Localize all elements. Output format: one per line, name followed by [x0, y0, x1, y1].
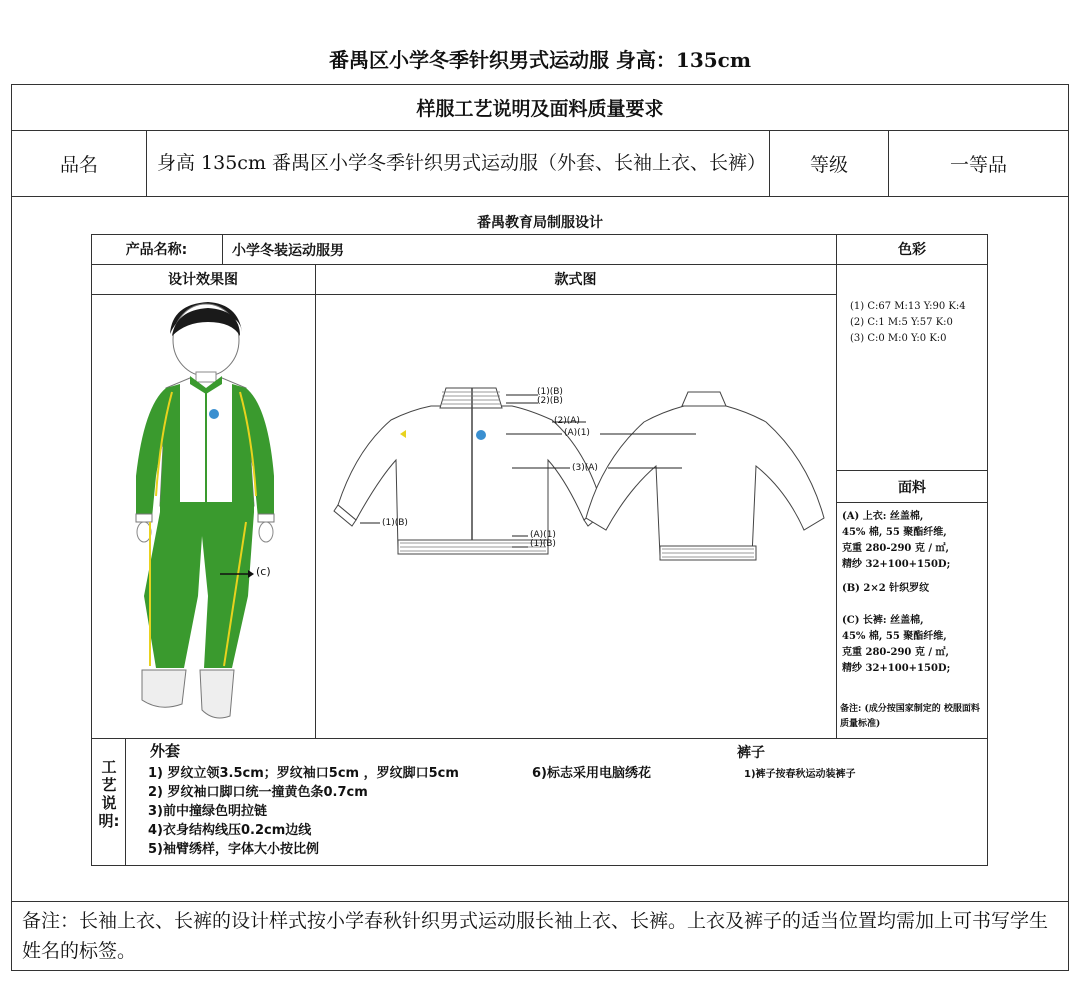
- style-label: 款式图: [554, 272, 597, 288]
- design-illustration: [120, 296, 315, 736]
- divider: [91, 294, 837, 295]
- fabric-line: 精纱 32+100+150D;: [842, 559, 951, 570]
- table-header: 样服工艺说明及面料质量要求: [11, 84, 1069, 131]
- pants-item: 1)裤子按春秋运动装裤子: [744, 769, 856, 780]
- fabric-line: (B) 2×2 针织罗纹: [842, 583, 930, 594]
- fabric-list: [842, 509, 984, 677]
- fabric-line: 精纱 32+100+150D;: [842, 663, 951, 674]
- jacket-item: 5)袖臂绣样，字体大小按比例: [148, 842, 319, 857]
- color-item: (2) C:1 M:5 Y:57 K:0: [850, 317, 953, 328]
- fabric-line: (C) 长裤: 丝盖棉,: [842, 615, 924, 626]
- footer-note: 备注：长袖上衣、长裤的设计样式按小学春秋针织男式运动服长袖上衣、长裤。上衣及裤子的适当位置均需加上可书写学生姓名的标签。: [22, 910, 1049, 962]
- grade-label: 等级: [769, 130, 889, 197]
- color-list: [850, 299, 966, 347]
- document-title: 番禺区小学冬季针织男式运动服 身高：135cm: [328, 48, 752, 72]
- fabric-note: 备注: (成分按国家制定的 校服面料质量标准): [840, 704, 980, 729]
- color-item: (3) C:0 M:0 Y:0 K:0: [850, 333, 947, 344]
- callout-label: (1)(B) (2)(B): [537, 387, 563, 406]
- pants-label: 裤子: [737, 745, 765, 761]
- fabric-line: 克重 280-290 克 / ㎡,: [842, 647, 949, 658]
- jacket-item: 4)衣身结构线压0.2cm边线: [148, 823, 312, 838]
- jacket-item-6: 6)标志采用电脑绣花: [532, 766, 651, 781]
- jacket-item: 1) 罗纹立领3.5cm；罗纹袖口5cm ，罗纹脚口5cm: [148, 766, 459, 781]
- callout-c: (c): [256, 565, 271, 578]
- fabric-line: 45% 棉, 55 聚酯纤维,: [842, 631, 947, 642]
- divider: [222, 234, 223, 264]
- callout-label: (A)(1): [564, 428, 590, 438]
- jacket-label: 外套: [150, 742, 181, 760]
- divider: [91, 738, 988, 739]
- callout-label: (3)(A): [572, 463, 598, 473]
- jacket-item: 3)前中撞绿色明拉链: [148, 804, 267, 819]
- craft-label: 工艺说明:: [98, 758, 120, 830]
- color-item: (1) C:67 M:13 Y:90 K:4: [850, 301, 966, 312]
- style-drawing: [316, 380, 836, 580]
- fabric-label: 面料: [898, 479, 926, 496]
- sheet-title: 番禺教育局制服设计: [477, 215, 603, 231]
- callout-label: (2)(A): [554, 416, 580, 426]
- product-label: 产品名称:: [125, 242, 188, 258]
- divider: [125, 738, 126, 866]
- product-value: 小学冬装运动服男: [232, 243, 344, 259]
- jacket-items: [148, 764, 459, 859]
- fabric-line: (A) 上衣: 丝盖棉,: [842, 511, 924, 522]
- color-label: 色彩: [898, 242, 926, 258]
- name-label: 品名: [11, 130, 147, 197]
- design-label: 设计效果图: [168, 272, 238, 288]
- jacket-item: 2) 罗纹袖口脚口统一撞黄色条0.7cm: [148, 785, 368, 800]
- divider: [836, 502, 988, 503]
- grade-value: 一等品: [888, 130, 1069, 197]
- name-value: 身高 135cm 番禺区小学冬季针织男式运动服（外套、长袖上衣、长裤）: [146, 130, 770, 197]
- fabric-line: 克重 280-290 克 / ㎡,: [842, 543, 949, 554]
- callout-label: (1)(B): [382, 518, 408, 528]
- callout-label: (A)(1) (1)(B): [530, 530, 556, 549]
- fabric-line: 45% 棉, 55 聚酯纤维,: [842, 527, 947, 538]
